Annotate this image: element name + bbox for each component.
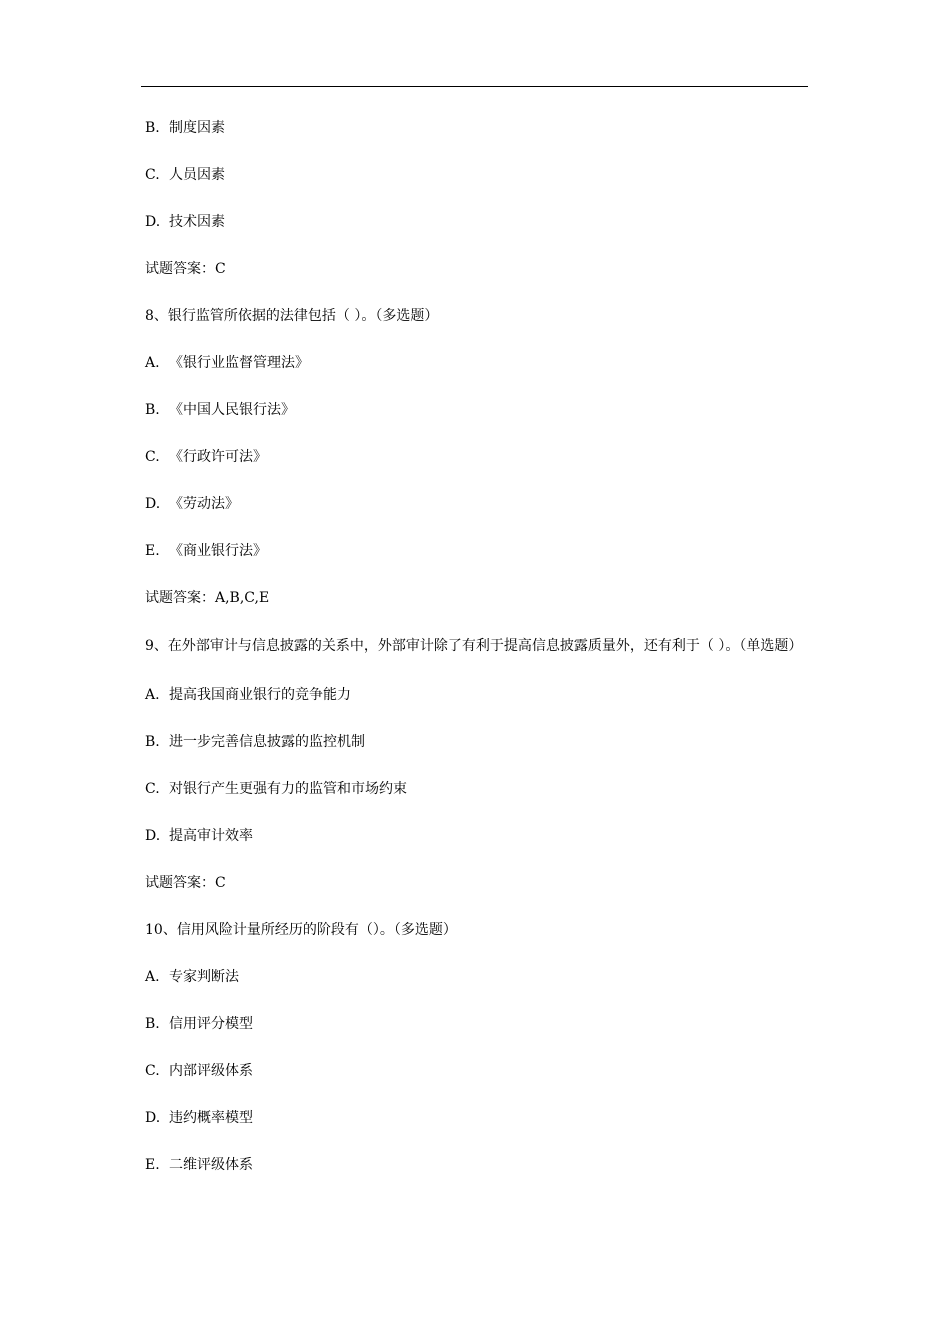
- option-line: [145, 447, 810, 467]
- question-text: 9、在外部审计与信息披露的关系中，外部审计除了有利于提高信息披露质量外，还有利于（ ）。（单选题）: [145, 638, 803, 654]
- option-line: [145, 1014, 810, 1034]
- option-line: [145, 967, 810, 987]
- option-letter: C.: [145, 781, 160, 797]
- question-line: 8、银行监管所依据的法律包括（ ）。（多选题）: [145, 308, 439, 324]
- option-text: 《商业银行法》: [169, 543, 267, 559]
- option-letter: A.: [145, 355, 160, 371]
- option-text: 技术因素: [169, 214, 225, 230]
- option-text: 《银行业监督管理法》: [169, 355, 309, 371]
- option-line: [145, 685, 810, 705]
- option-letter: C.: [145, 1063, 160, 1079]
- answer-line: 试题答案：C: [145, 875, 226, 891]
- option-letter: C.: [145, 449, 160, 465]
- option-text: 违约概率模型: [169, 1110, 253, 1126]
- option-letter: A.: [145, 687, 160, 703]
- document-body: [145, 118, 810, 1202]
- option-line: [145, 541, 810, 561]
- option-text: 《劳动法》: [169, 496, 239, 512]
- option-text: 制度因素: [169, 120, 225, 136]
- option-letter: B.: [145, 1016, 160, 1032]
- option-text: 人员因素: [169, 167, 225, 183]
- option-letter: A.: [145, 969, 160, 985]
- option-letter: E.: [145, 1157, 160, 1173]
- option-letter: C.: [145, 167, 160, 183]
- option-letter: B.: [145, 734, 160, 750]
- option-text: 提高我国商业银行的竞争能力: [169, 687, 351, 703]
- option-text: 提高审计效率: [169, 828, 253, 844]
- option-text: 信用评分模型: [169, 1016, 253, 1032]
- option-letter: D.: [145, 496, 161, 512]
- option-text: 《中国人民银行法》: [169, 402, 295, 418]
- option-letter: D.: [145, 214, 161, 230]
- option-line: [145, 400, 810, 420]
- option-line: [145, 1155, 810, 1175]
- option-line: [145, 212, 810, 232]
- header-rule: [141, 86, 808, 87]
- option-line: [145, 826, 810, 846]
- option-line: [145, 494, 810, 514]
- option-text: 专家判断法: [169, 969, 239, 985]
- option-text: 内部评级体系: [169, 1063, 253, 1079]
- option-letter: E.: [145, 543, 160, 559]
- option-line: [145, 1108, 810, 1128]
- option-line: [145, 732, 810, 752]
- option-letter: B.: [145, 402, 160, 418]
- question-line: 10、信用风险计量所经历的阶段有（）。（多选题）: [145, 922, 457, 938]
- answer-line: 试题答案：A,B,C,E: [145, 590, 270, 606]
- option-text: 对银行产生更强有力的监管和市场约束: [169, 781, 407, 797]
- option-line: [145, 165, 810, 185]
- question-block: [145, 635, 810, 658]
- option-line: [145, 779, 810, 799]
- option-line: [145, 118, 810, 138]
- option-line: [145, 1061, 810, 1081]
- option-text: 二维评级体系: [169, 1157, 253, 1173]
- option-text: 《行政许可法》: [169, 449, 267, 465]
- option-letter: B.: [145, 120, 160, 136]
- option-letter: D.: [145, 1110, 161, 1126]
- answer-line: 试题答案：C: [145, 261, 226, 277]
- option-text: 进一步完善信息披露的监控机制: [169, 734, 365, 750]
- option-line: [145, 353, 810, 373]
- option-letter: D.: [145, 828, 161, 844]
